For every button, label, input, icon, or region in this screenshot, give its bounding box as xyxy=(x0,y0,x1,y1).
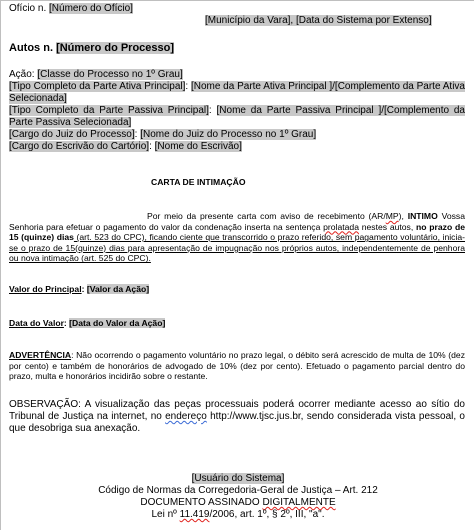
passiva-nome-field: [Nome da Parte Passiva Principal ]/[Complemento da Parte Passiva Selecionada] xyxy=(9,105,465,128)
advertencia-label: ADVERTÊNCIA xyxy=(9,350,72,360)
acao-line: Ação: [Classe do Processo no 1º Grau] xyxy=(9,69,183,80)
process-number-field: [Número do Processo] xyxy=(56,42,175,54)
codigo-normas-text: Código de Normas da Corregedoria-Geral de Justiça – Art. 212 xyxy=(98,485,378,496)
nome-juiz-field: [Nome do Juiz do Processo no 1º Grau] xyxy=(140,129,317,140)
documento-assinado-text: DOCUMENTO ASSINADO DIGITALMENTE xyxy=(140,497,336,508)
ativa-nome-field: [Nome da Parte Ativa Principal ]/[Complemento da Parte Ativa Selecionada] xyxy=(9,81,465,104)
nome-escrivao-field: [Nome do Escrivão] xyxy=(154,141,242,152)
valor-principal-line: Valor do Principal: [Valor da Ação] xyxy=(9,284,150,294)
passiva-tipo-field: [Tipo Completo da Parte Passiva Principal] xyxy=(9,105,209,116)
municipio-date-line xyxy=(205,15,432,26)
passiva-line: [Tipo Completo da Parte Passiva Principal]: [Nome da Parte Passiva Principal ]/[Complemento da Parte Passiva Selecionada] xyxy=(9,105,465,128)
acao-field: [Classe do Processo no 1º Grau] xyxy=(37,69,183,80)
valor-acao-field: [Valor da Ação] xyxy=(86,284,150,294)
valor-principal-label: Valor do Principal xyxy=(9,284,82,294)
escrivao-line: [Cargo do Escrivão do Cartório]: [Nome do Escrivão] xyxy=(9,141,242,152)
signature-footer xyxy=(1,473,474,521)
data-valor-label: Data do Valor xyxy=(9,318,64,328)
lei-text: Lei nº 11.419/2006, art. 1º, § 2º, III, "a". xyxy=(151,509,325,520)
carta-title: CARTA DE INTIMAÇÃO xyxy=(151,177,246,187)
juiz-line: [Cargo do Juiz do Processo]: [Nome do Juiz do Processo no 1º Grau] xyxy=(9,129,317,140)
data-valor-field: [Data do Valor da Ação] xyxy=(69,318,166,328)
advertencia-paragraph: ADVERTÊNCIA: Não ocorrendo o pagamento voluntário no prazo legal, o débito será acrescido de multa de 10% (dez por cento) e também de honorários de advogado de 10% (dez por cento). Efetuado o pagamento parcial dentro do prazo, multa e honorários incidirão sobre o restante. xyxy=(9,350,465,382)
municipio-date-field: [Município da Vara], [Data do Sistema por Extenso] xyxy=(205,15,432,26)
parties-block xyxy=(9,69,465,153)
usuario-sistema-field: [Usuário do Sistema] xyxy=(191,473,285,484)
autos-label: Autos n. xyxy=(9,42,57,54)
cargo-juiz-field: [Cargo do Juiz do Processo] xyxy=(9,129,135,140)
oficio-label: Ofício n. xyxy=(9,3,50,14)
data-valor-line: Data do Valor: [Data do Valor da Ação] xyxy=(9,318,166,328)
cargo-escrivao-field: [Cargo do Escrivão do Cartório] xyxy=(9,141,150,152)
ativa-tipo-field: [Tipo Completo da Parte Ativa Principal] xyxy=(9,81,186,92)
oficio-line xyxy=(9,3,133,14)
intimacao-paragraph: Por meio da presente carta com aviso de recebimento (AR/MP), INTIMO Vossa Senhoria para efetuar o pagamento do valor da condenação inserta na sentença prolatada nestes autos, no prazo de 15 (quinze) dias (art. 523 do CPC), ficando ciente que transcorrido o prazo referido, sem pagamento voluntário, inicia-se o prazo de 15(quinze) dias para apresentação de impugnação nos próprios autos, independentemente de penhora ou nova intimação (art. 525 do CPC). xyxy=(9,211,466,264)
oficio-number-field: [Número do Ofício] xyxy=(49,3,133,14)
observacao-paragraph: OBSERVAÇÃO: A visualização das peças processuais poderá ocorrer mediante acesso ao sítio do Tribunal de Justiça na internet, no endereço http://www.tjsc.jus.br, sendo considerada vista pessoal, o que desobriga sua anexação. xyxy=(9,399,465,434)
autos-line xyxy=(9,42,174,54)
ativa-line: [Tipo Completo da Parte Ativa Principal]: [Nome da Parte Ativa Principal ]/[Complemento da Parte Ativa Selecionada] xyxy=(9,81,465,104)
